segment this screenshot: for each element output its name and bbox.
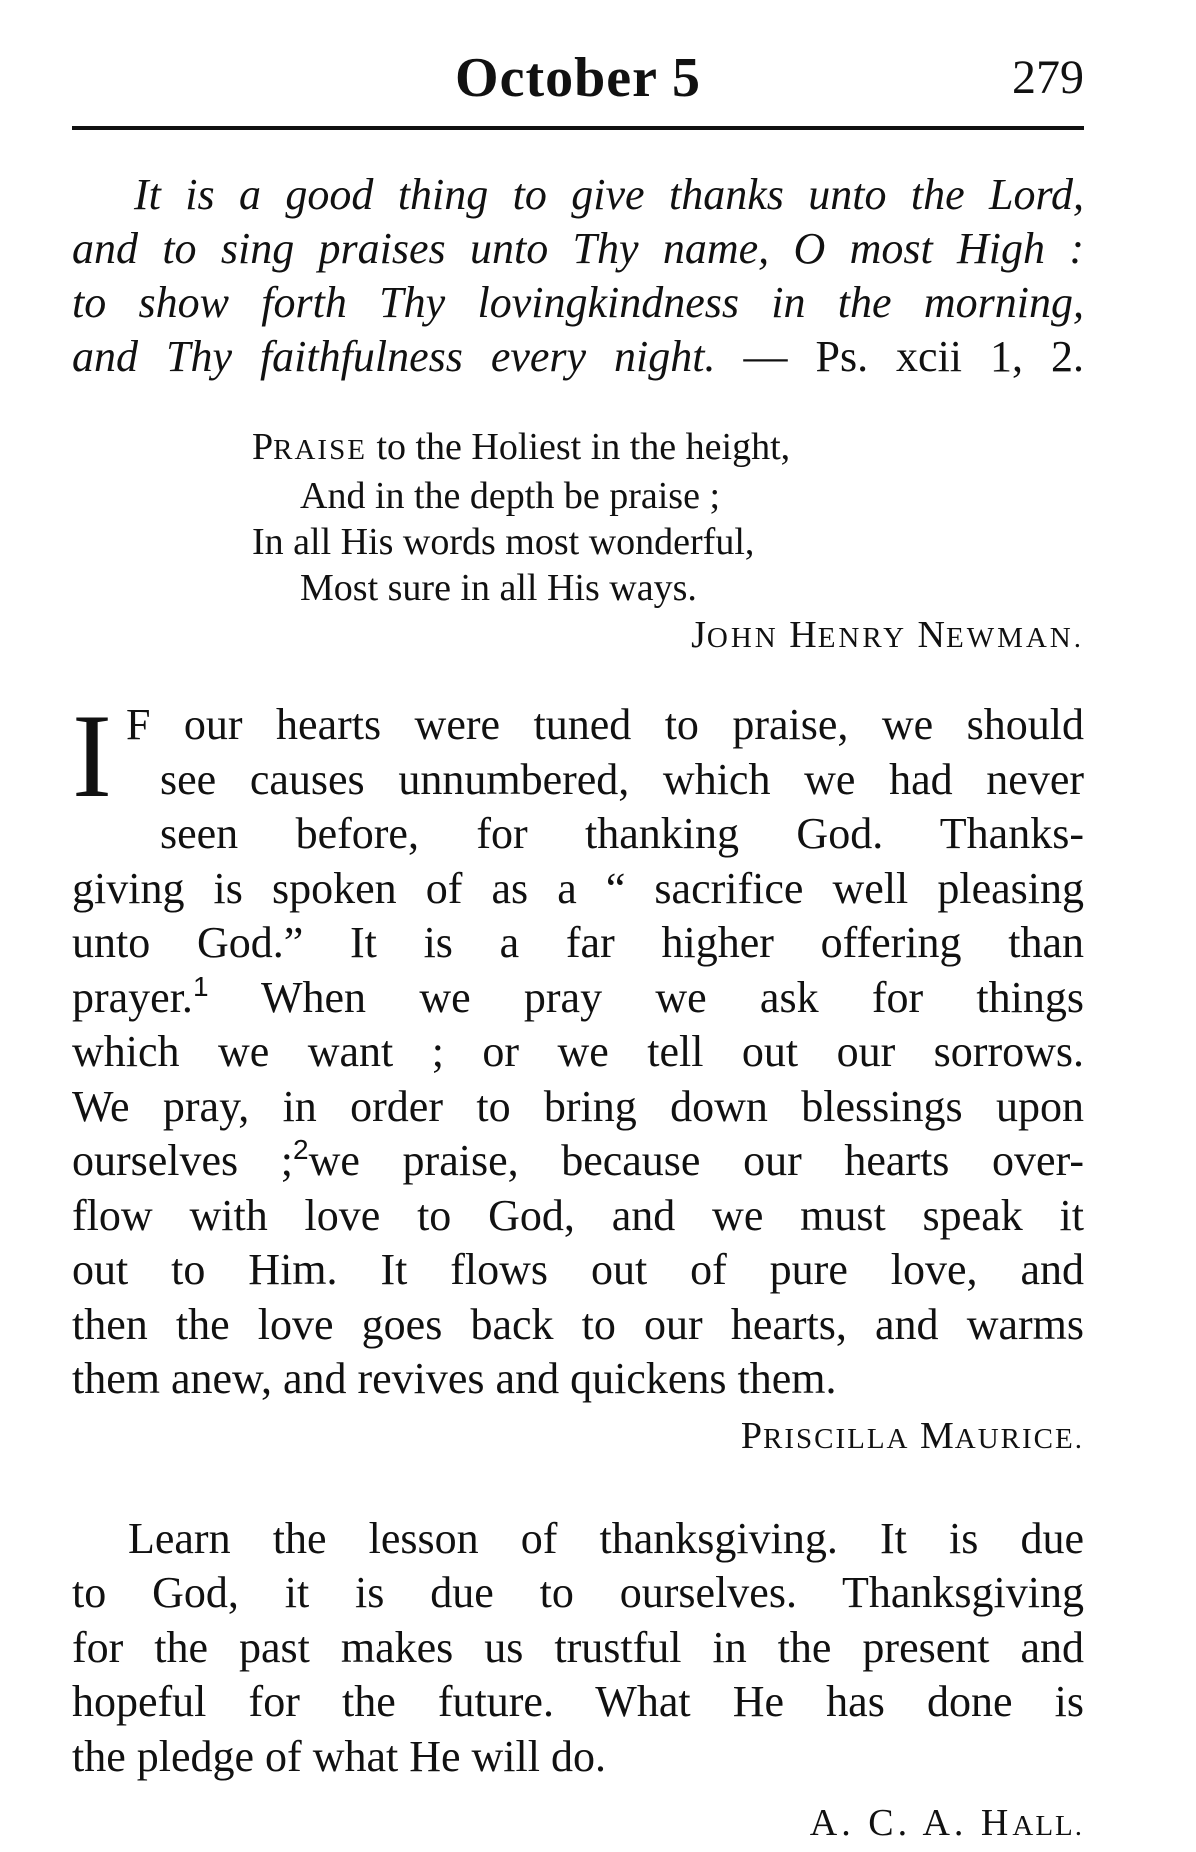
verse-smallcaps: RAISE bbox=[273, 434, 367, 466]
page-header bbox=[72, 40, 1084, 116]
verse-line: And in the depth be praise ; bbox=[300, 475, 721, 517]
prose-line: the pledge of what He will do. bbox=[72, 1731, 606, 1781]
prose-line: Learn the lesson of thanksgiving. It is due bbox=[128, 1513, 1084, 1563]
prose-line: We pray, in order to bring down blessings upon bbox=[72, 1081, 1084, 1131]
scripture-text: and Thy faithfulness every night. bbox=[72, 332, 716, 381]
verse-author bbox=[72, 611, 1084, 662]
book-page bbox=[72, 40, 1084, 1851]
prose-line: for the past makes us trustful in the present and bbox=[72, 1622, 1084, 1672]
prose-line: them anew, and revives and quickens them. bbox=[72, 1354, 837, 1403]
prose-text: When we pray we ask for things bbox=[208, 972, 1084, 1022]
author-smallcaps: RISCILLA bbox=[763, 1422, 910, 1455]
prose-line: unto God.” It is a far higher offering than bbox=[72, 918, 1084, 967]
prose-line: giving is spoken of as a “ sacrifice well pleasing bbox=[72, 863, 1084, 913]
verse-line: In all His words most wonderful, bbox=[252, 521, 755, 563]
author-initial: M bbox=[920, 1414, 955, 1457]
author-smallcaps: ALL. bbox=[1012, 1810, 1084, 1842]
page-number: 279 bbox=[1012, 51, 1084, 104]
prose-paragraph-2 bbox=[72, 1512, 1084, 1785]
prose-line: F our hearts were tuned to praise, we should bbox=[126, 700, 1084, 749]
prose-author bbox=[72, 1411, 1084, 1464]
prose-line bbox=[72, 971, 1084, 1026]
scripture-line: It is a good thing to give thanks unto the Lord, bbox=[134, 170, 1084, 219]
footnote-marker[interactable]: 1 bbox=[192, 970, 209, 1002]
prose-line: then the love goes back to our hearts, and warms bbox=[72, 1299, 1084, 1349]
verse-line bbox=[252, 424, 1084, 473]
verse-text: to the Holiest in the height, bbox=[366, 426, 791, 468]
prose-line: hopeful for the future. What He has done is bbox=[72, 1677, 1084, 1726]
prose-line: to God, it is due to ourselves. Thanksgiving bbox=[72, 1568, 1084, 1617]
prose-text: we praise, because our hearts over- bbox=[308, 1136, 1084, 1185]
author-smallcaps: EWMAN. bbox=[945, 622, 1084, 654]
author-initials: A. C. A. bbox=[809, 1802, 981, 1844]
verse-line: Most sure in all His ways. bbox=[300, 567, 697, 609]
scripture-quote bbox=[72, 168, 1084, 384]
scripture-line: and to sing praises unto Thy name, O most High : bbox=[72, 224, 1084, 273]
author-initial: N bbox=[917, 614, 946, 656]
page-title: October 5 bbox=[455, 47, 701, 109]
author-initial: P bbox=[740, 1414, 763, 1457]
author-smallcaps: ENRY bbox=[817, 622, 908, 654]
prose-author-2 bbox=[72, 1798, 1084, 1851]
drop-cap: I bbox=[72, 689, 112, 822]
scripture-line: to show forth Thy lovingkindness in the morning, bbox=[72, 278, 1084, 327]
author-smallcaps: OHN bbox=[706, 622, 779, 654]
hymn-verse bbox=[72, 424, 1084, 611]
prose-line: see causes unnumbered, which we had never bbox=[160, 754, 1084, 804]
prose-paragraph bbox=[72, 689, 1084, 1407]
prose-line: out to Him. It flows out of pure love, and bbox=[72, 1245, 1084, 1294]
prose-line: flow with love to God, and we must speak it bbox=[72, 1190, 1084, 1240]
scripture-line-last bbox=[72, 330, 1084, 384]
header-rule bbox=[72, 126, 1084, 130]
prose-line: seen before, for thanking God. Thanks- bbox=[160, 809, 1084, 858]
author-initial: J bbox=[691, 614, 707, 656]
footnote-marker[interactable]: 2 bbox=[293, 1134, 309, 1165]
author-initial: H bbox=[980, 1802, 1013, 1844]
scripture-reference: — Ps. xcii 1, 2. bbox=[715, 332, 1084, 381]
prose-text: prayer. bbox=[72, 972, 193, 1022]
prose-line bbox=[72, 1134, 1084, 1189]
author-initial: H bbox=[789, 614, 818, 656]
author-smallcaps: AURICE. bbox=[954, 1422, 1084, 1455]
prose-line: which we want ; or we tell out our sorrows. bbox=[72, 1027, 1084, 1076]
verse-initial: P bbox=[252, 426, 274, 468]
prose-text: ourselves ; bbox=[72, 1136, 294, 1185]
